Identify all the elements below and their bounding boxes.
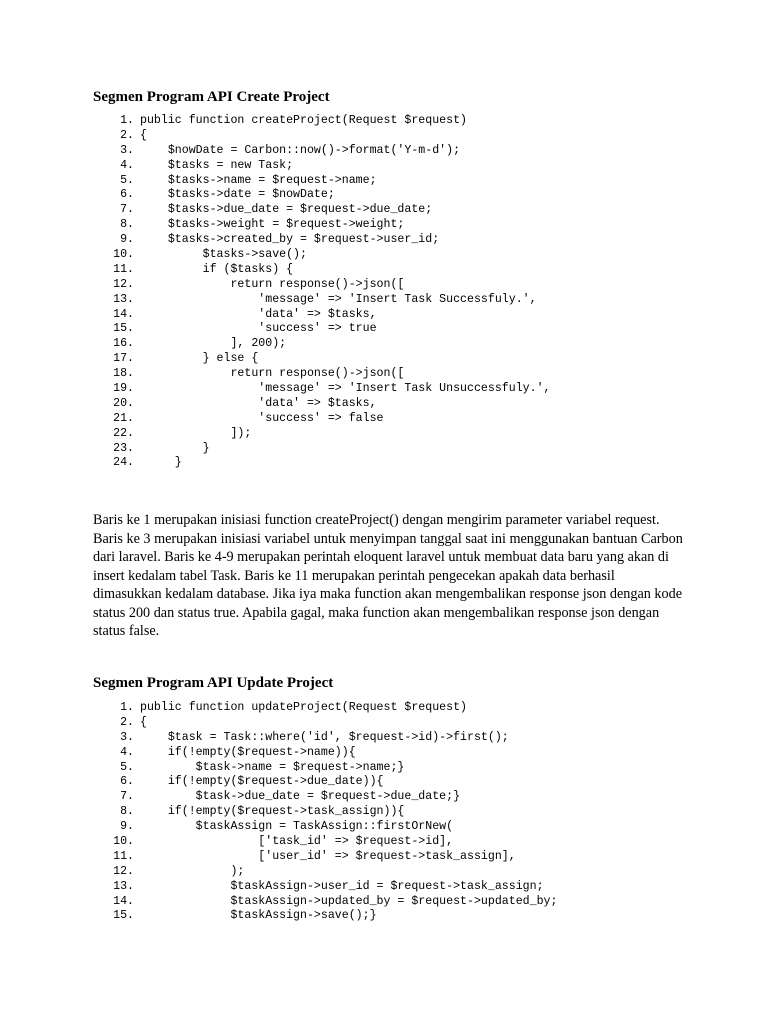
code-text: 'data' => $tasks, bbox=[140, 307, 377, 321]
code-text: return response()->json([ bbox=[140, 277, 405, 291]
code-text: $task = Task::where('id', $request->id)->first(); bbox=[140, 730, 509, 744]
code-line bbox=[0, 293, 768, 308]
code-line bbox=[0, 129, 768, 144]
line-number: 9. bbox=[120, 233, 134, 247]
code-text: return response()->json([ bbox=[140, 367, 405, 381]
line-number: 14. bbox=[113, 894, 134, 908]
line-number: 18. bbox=[113, 367, 134, 381]
code-text: $tasks->date = $nowDate; bbox=[140, 188, 335, 202]
line-number: 3. bbox=[120, 143, 134, 157]
code-text: $task->name = $request->name;} bbox=[140, 760, 405, 774]
code-text: } else { bbox=[140, 352, 259, 366]
line-number: 24. bbox=[113, 456, 134, 470]
code-text: if ($tasks) { bbox=[140, 262, 294, 276]
line-number: 5. bbox=[120, 173, 134, 187]
code-text: $tasks->name = $request->name; bbox=[140, 173, 377, 187]
code-text: $tasks = new Task; bbox=[140, 158, 294, 172]
code-text: ['task_id' => $request->id], bbox=[140, 835, 454, 849]
code-text: $task->due_date = $request->due_date;} bbox=[140, 790, 461, 804]
line-number: 14. bbox=[113, 307, 134, 321]
line-number: 19. bbox=[113, 382, 134, 396]
code-line bbox=[0, 233, 768, 248]
code-line bbox=[0, 382, 768, 397]
code-text: $taskAssign->user_id = $request->task_assign; bbox=[140, 879, 544, 893]
code-line bbox=[0, 775, 768, 790]
code-text: public function updateProject(Request $request) bbox=[140, 701, 467, 714]
code-line bbox=[0, 790, 768, 805]
code-line bbox=[0, 308, 768, 323]
code-text: 'success' => false bbox=[140, 411, 384, 425]
code-line bbox=[0, 263, 768, 278]
line-number: 8. bbox=[120, 218, 134, 232]
code-line bbox=[0, 397, 768, 412]
code-line bbox=[0, 820, 768, 835]
code-text: $taskAssign = TaskAssign::firstOrNew( bbox=[140, 820, 454, 834]
code-line bbox=[0, 278, 768, 293]
code-text: $nowDate = Carbon::now()->format('Y-m-d'); bbox=[140, 143, 461, 157]
line-number: 4. bbox=[120, 158, 134, 172]
line-number: 17. bbox=[113, 352, 134, 366]
code-text: 'message' => 'Insert Task Successfuly.', bbox=[140, 292, 537, 306]
line-number: 1. bbox=[120, 701, 134, 714]
code-line bbox=[0, 442, 768, 457]
section-heading-create-project: Segmen Program API Create Project bbox=[93, 89, 330, 105]
code-text: { bbox=[140, 715, 147, 729]
code-block-create-project bbox=[0, 114, 768, 471]
line-number: 21. bbox=[113, 411, 134, 425]
code-line bbox=[0, 716, 768, 731]
line-number: 7. bbox=[120, 203, 134, 217]
code-line bbox=[0, 412, 768, 427]
code-line bbox=[0, 865, 768, 880]
line-number: 15. bbox=[113, 322, 134, 336]
code-text: 'message' => 'Insert Task Unsuccessfuly.', bbox=[140, 382, 551, 396]
code-line bbox=[0, 337, 768, 352]
line-number: 22. bbox=[113, 426, 134, 440]
code-text: } bbox=[140, 456, 182, 470]
line-number: 13. bbox=[113, 879, 134, 893]
line-number: 23. bbox=[113, 441, 134, 455]
line-number: 13. bbox=[113, 292, 134, 306]
code-line bbox=[0, 114, 768, 129]
explanation-paragraph: Baris ke 1 merupakan inisiasi function createProject() dengan mengirim parameter variabel request. Baris ke 3 merupakan inisiasi variabel untuk menyimpan tanggal saat ini menggunakan bantuan Carbon dari laravel. Baris ke 4-9 merupakan perintah eloquent laravel untuk membuat data baru yang akan di insert kedalam tabel Task. Baris ke 11 merupakan perintah pengecekan apakah data berhasil dimasukkan kedalam database. Jika iya maka function akan mengembalikan response json dengan kode status 200 dan status true. Apabila gagal, maka function akan mengembalikan response json dengan status false. bbox=[93, 512, 683, 639]
line-number: 15. bbox=[113, 909, 134, 923]
line-number: 11. bbox=[113, 262, 134, 276]
code-block-update-project bbox=[0, 701, 768, 924]
line-number: 2. bbox=[120, 128, 134, 142]
code-line bbox=[0, 746, 768, 761]
code-line bbox=[0, 895, 768, 910]
code-line bbox=[0, 850, 768, 865]
code-line bbox=[0, 805, 768, 820]
code-text: $tasks->created_by = $request->user_id; bbox=[140, 233, 440, 247]
code-text: $taskAssign->save();} bbox=[140, 909, 377, 923]
code-line bbox=[0, 880, 768, 895]
code-text: 'data' => $tasks, bbox=[140, 396, 377, 410]
code-line bbox=[0, 218, 768, 233]
line-number: 9. bbox=[120, 820, 134, 834]
line-number: 7. bbox=[120, 790, 134, 804]
code-line bbox=[0, 761, 768, 776]
code-text: if(!empty($request->task_assign)){ bbox=[140, 805, 405, 819]
code-text: $tasks->weight = $request->weight; bbox=[140, 218, 405, 232]
line-number: 12. bbox=[113, 864, 134, 878]
code-line bbox=[0, 731, 768, 746]
line-number: 8. bbox=[120, 805, 134, 819]
line-number: 2. bbox=[120, 715, 134, 729]
code-line bbox=[0, 174, 768, 189]
line-number: 12. bbox=[113, 277, 134, 291]
code-text: ], 200); bbox=[140, 337, 287, 351]
code-text: public function createProject(Request $request) bbox=[140, 114, 467, 127]
code-line bbox=[0, 367, 768, 382]
code-text: ]); bbox=[140, 426, 252, 440]
code-line bbox=[0, 322, 768, 337]
code-line bbox=[0, 159, 768, 174]
line-number: 10. bbox=[113, 248, 134, 262]
line-number: 4. bbox=[120, 745, 134, 759]
code-text: $tasks->due_date = $request->due_date; bbox=[140, 203, 433, 217]
code-text: $tasks->save(); bbox=[140, 248, 307, 262]
section-heading-update-project: Segmen Program API Update Project bbox=[93, 675, 334, 691]
code-text: ['user_id' => $request->task_assign], bbox=[140, 849, 516, 863]
line-number: 10. bbox=[113, 835, 134, 849]
code-text: ); bbox=[140, 864, 245, 878]
line-number: 20. bbox=[113, 396, 134, 410]
line-number: 3. bbox=[120, 730, 134, 744]
code-line bbox=[0, 188, 768, 203]
code-line bbox=[0, 427, 768, 442]
code-text: if(!empty($request->name)){ bbox=[140, 745, 356, 759]
code-line bbox=[0, 456, 768, 471]
line-number: 6. bbox=[120, 188, 134, 202]
code-line bbox=[0, 144, 768, 159]
line-number: 16. bbox=[113, 337, 134, 351]
code-line bbox=[0, 835, 768, 850]
line-number: 1. bbox=[120, 114, 134, 127]
code-line bbox=[0, 909, 768, 924]
line-number: 6. bbox=[120, 775, 134, 789]
line-number: 5. bbox=[120, 760, 134, 774]
code-text: 'success' => true bbox=[140, 322, 377, 336]
code-text: $taskAssign->updated_by = $request->updated_by; bbox=[140, 894, 558, 908]
code-text: } bbox=[140, 441, 210, 455]
code-line bbox=[0, 352, 768, 367]
code-line bbox=[0, 248, 768, 263]
code-text: { bbox=[140, 128, 147, 142]
code-text: if(!empty($request->due_date)){ bbox=[140, 775, 384, 789]
code-line bbox=[0, 701, 768, 716]
line-number: 11. bbox=[113, 849, 134, 863]
code-line bbox=[0, 203, 768, 218]
